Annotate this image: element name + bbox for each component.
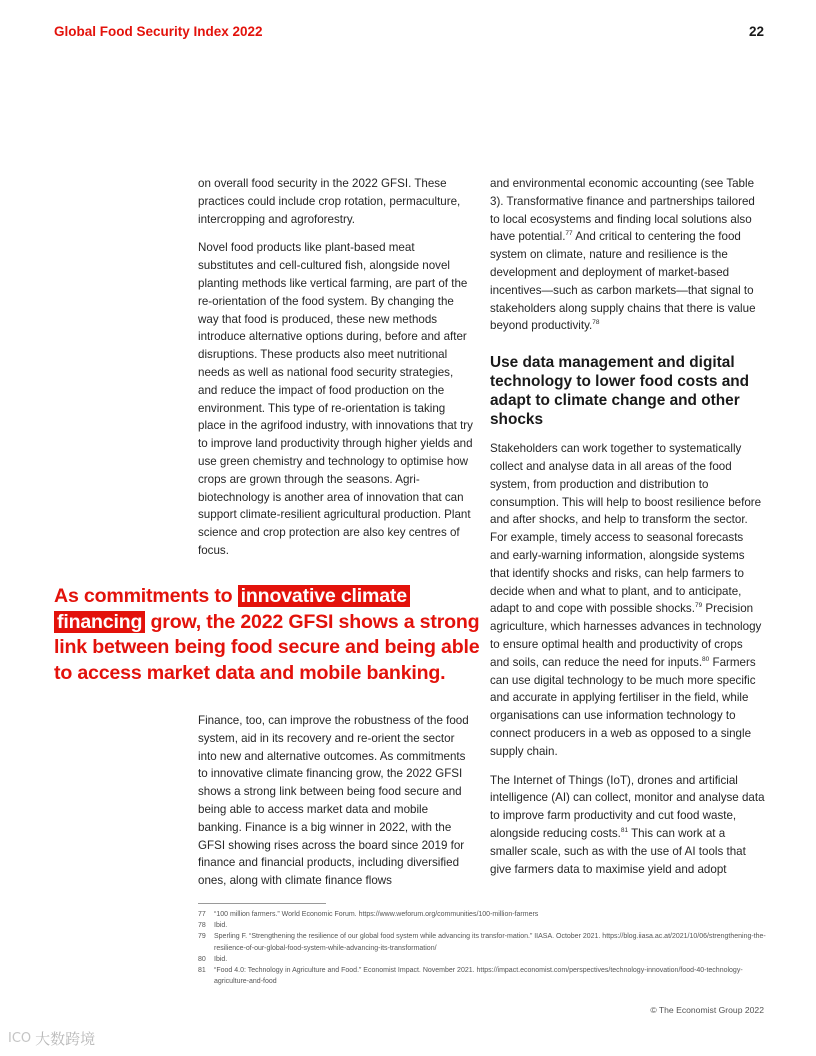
left-column-top xyxy=(198,175,473,560)
page-number: 22 xyxy=(748,24,764,39)
footnote-number: 78 xyxy=(198,922,206,930)
footnote-item xyxy=(198,965,768,987)
right-p3-text-a: The Internet of Things (IoT), drones and artificial intelligence (AI) can collect, monitor and analyse data to improve farm productivity and cut food waste, alongside reducing costs. xyxy=(490,773,765,840)
footnote-item xyxy=(198,920,768,931)
footnote-item xyxy=(198,909,768,920)
footnote-ref-79[interactable]: 79 xyxy=(694,602,703,610)
footnote-text: Ibid. xyxy=(214,922,228,930)
left-column-bottom xyxy=(198,712,473,890)
right-p2-text-c: Farmers can use digital technology to be much more specific and accurate in applying fertiliser in the field, while organisations can use information technology to connect producers in a web as opposed to a single supply chain. xyxy=(490,655,756,758)
footnote-text[interactable]: “Food 4.0: Technology in Agriculture and Food.” Economist Impact. November 2021. https://impact.economist.com/perspectives/technology-innovation/food-40-technology-agriculture-and-food xyxy=(214,967,743,986)
running-header-title: Global Food Security Index 2022 xyxy=(54,24,263,39)
footnote-ref-77[interactable]: 77 xyxy=(565,230,573,238)
left-paragraph-3: Finance, too, can improve the robustness of the food system, aid in its recovery and re-orient the sector into new and alternative outcomes. As commitments to innovative climate financing grow, the 2022 GFSI shows a strong link between being food secure and being able to access market data and mobile banking. Finance is a big winner in 2022, with the GFSI showing rises across the board since 2019 for finance and financial products, including diversified ones, along with climate finance flows xyxy=(198,714,469,888)
watermark-logo-icon: ICO xyxy=(8,1031,32,1046)
pull-quote-highlight-2: financing xyxy=(54,611,145,633)
footnote-item xyxy=(198,931,768,953)
pull-quote xyxy=(54,584,484,686)
footnote-text[interactable]: Sperling F. “Strengthening the resilience of our global food system while advancing its transfor-mation.” IIASA. October 2021. https://blog.iiasa.ac.at/2021/10/06/strengthening-the-resilience-of-our-global-food-system-while-advancing-its-transformation/ xyxy=(214,933,766,952)
footnote-number: 80 xyxy=(198,955,206,963)
footnotes xyxy=(198,909,768,987)
right-p2-text-b: Precision agriculture, which harnesses advances in technology to ensure optimal health and productivity of crops and soils, can reduce the need for inputs. xyxy=(490,602,762,669)
right-column xyxy=(490,175,765,878)
right-p1-text-b: And critical to centering the food system on climate, nature and resilience is the development and deployment of market-based incentives—such as carbon markets—that signal to stakeholders along supply chains that there is value beyond productivity. xyxy=(490,230,756,333)
footnote-item xyxy=(198,954,768,965)
footnote-number: 77 xyxy=(198,911,206,918)
footnote-text: Ibid. xyxy=(214,955,228,963)
copyright-notice: © The Economist Group 2022 xyxy=(650,1005,764,1015)
footnote-ref-78[interactable]: 78 xyxy=(592,319,600,327)
watermark xyxy=(8,1028,95,1049)
section-heading: Use data management and digital technology to lower food costs and adapt to climate change and other shocks xyxy=(490,354,750,429)
left-paragraph-1: on overall food security in the 2022 GFSI. These practices could include crop rotation, permaculture, intercropping and agroforestry. xyxy=(198,177,461,226)
pull-quote-text-end: grow, the 2022 GFSI shows a strong link between being food secure and being able to access market data and mobile banking. xyxy=(54,610,480,684)
footnote-text[interactable]: “100 million farmers.” World Economic Forum. https://www.weforum.org/communities/100-million-farmers xyxy=(214,911,539,918)
footnote-number: 79 xyxy=(198,933,206,941)
right-p2-text-a: Stakeholders can work together to systematically collect and analyse data in all areas of the food system, from production and distribution to consumption. This will help to boost resilience before and after shocks, and help to transform the sector. For example, timely access to seasonal forecasts and early-warning information, alongside systems that identify shocks and risks, can help farmers to decide when and what to plant, and to anticipate, adapt to and cope with possible shocks. xyxy=(490,442,762,616)
pull-quote-highlight-1: innovative climate xyxy=(238,585,410,607)
footnote-number: 81 xyxy=(198,967,206,975)
right-p1-text-a: and environmental economic accounting (see Table 3). Transformative finance and partnerships tailored to local ecosystems and finding local solutions also have potential. xyxy=(490,177,755,244)
watermark-text: 大数跨境 xyxy=(35,1030,96,1048)
pull-quote-text-start: As commitments to xyxy=(54,585,238,607)
right-p3-text-b: This can work at a smaller scale, such as with the use of AI tools that give farmers data to maximise yield and adopt xyxy=(490,826,746,876)
footnote-ref-80[interactable]: 80 xyxy=(702,655,710,663)
footnote-ref-81[interactable]: 81 xyxy=(620,827,629,835)
right-paragraph-1 xyxy=(490,175,765,335)
right-paragraph-2 xyxy=(490,440,765,760)
left-paragraph-2: Novel food products like plant-based meat substitutes and cell-cultured fish, alongside novel planting methods like vertical farming, are part of the re-orientation of the food system. By changing the way that food is produced, these new methods introduce alternative options during, before and after disruptions. These products also meet nutritional needs as well as national food security strategies, and reduce the impact of food production on the environment. This type of re-orientation is taking place in the agrifood industry, with innovations that try to improve land productivity through higher yields and use green chemistry and technology to optimise how crops are grown through the seasons. Agri-biotechnology is another area of innovation that can support climate-resilient agricultural production. Plant science and crop protection are also key centres of focus. xyxy=(198,241,473,557)
right-paragraph-3 xyxy=(490,772,765,879)
footnote-divider xyxy=(198,903,326,904)
